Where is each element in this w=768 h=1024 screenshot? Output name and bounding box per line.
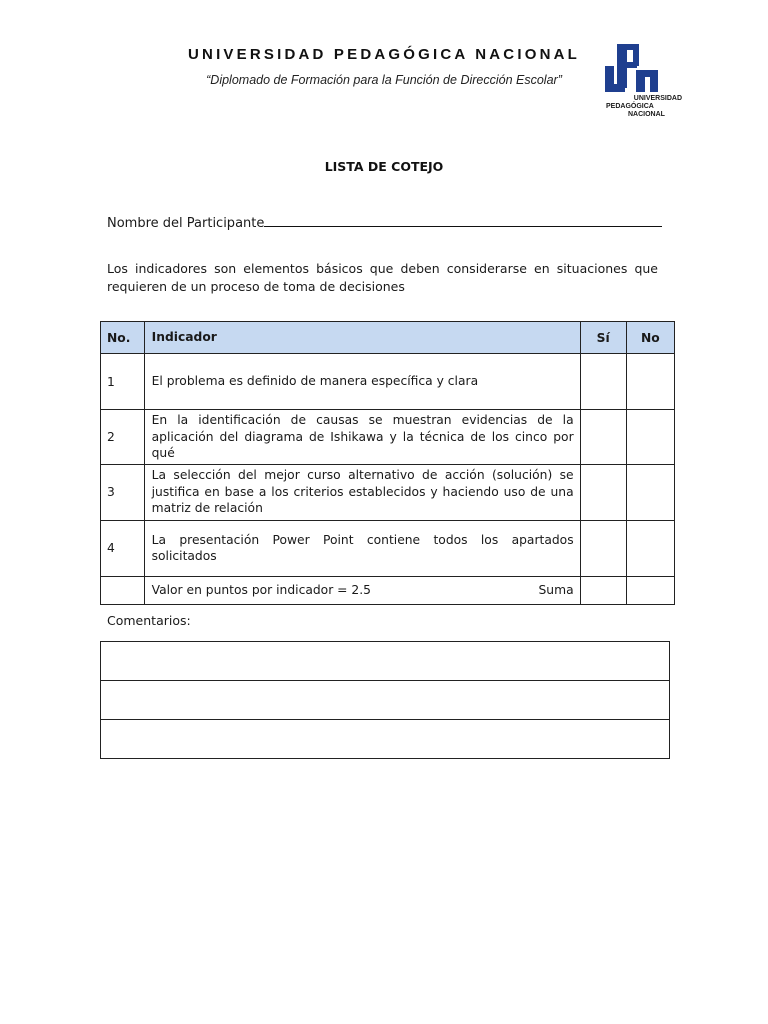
- participant-label: Nombre del Participante: [107, 216, 265, 231]
- footer-value-cell: [144, 576, 580, 604]
- row-number: 1: [101, 354, 145, 410]
- header-no-col: No: [626, 322, 674, 354]
- checklist-table: [100, 321, 675, 605]
- yes-cell[interactable]: [580, 520, 626, 576]
- yes-cell[interactable]: [580, 354, 626, 410]
- comment-box[interactable]: [101, 642, 670, 681]
- intro-paragraph: Los indicadores son elementos básicos que deben considerarse en situaciones que requieren de un proceso de toma de decisiones: [107, 261, 658, 294]
- sum-yes-cell[interactable]: [580, 576, 626, 604]
- row-indicator: En la identificación de causas se muestran evidencias de la aplicación del diagrama de Ishikawa y la técnica de los cinco por qué: [144, 410, 580, 465]
- table-row: [101, 410, 675, 465]
- yes-cell[interactable]: [580, 410, 626, 465]
- table-footer-row: [101, 576, 675, 604]
- points-value-text: Valor en puntos por indicador = 2.5: [151, 582, 371, 597]
- no-cell[interactable]: [626, 464, 674, 520]
- row-indicator: La presentación Power Point contiene todos los apartados solicitados: [144, 520, 580, 576]
- comments-label: Comentarios:: [107, 613, 191, 628]
- no-cell[interactable]: [626, 354, 674, 410]
- diplomado-subtitle: “Diplomado de Formación para la Función de Dirección Escolar”: [206, 73, 562, 87]
- footer-empty-cell: [101, 576, 145, 604]
- participant-blank-line[interactable]: [264, 214, 662, 227]
- table-row: [101, 520, 675, 576]
- no-cell[interactable]: [626, 520, 674, 576]
- comment-row: [101, 681, 670, 720]
- no-cell[interactable]: [626, 410, 674, 465]
- yes-cell[interactable]: [580, 464, 626, 520]
- table-header-row: [101, 322, 675, 354]
- upn-logo: [600, 42, 684, 120]
- row-number: 2: [101, 410, 145, 465]
- comment-row: [101, 720, 670, 759]
- row-number: 3: [101, 464, 145, 520]
- table-row: [101, 354, 675, 410]
- comment-row: [101, 642, 670, 681]
- table-row: [101, 464, 675, 520]
- upn-logo-mark: [600, 42, 684, 120]
- header-yes: Sí: [580, 322, 626, 354]
- university-name: UNIVERSIDAD PEDAGÓGICA NACIONAL: [188, 46, 580, 63]
- header-indicator: Indicador: [144, 322, 580, 354]
- comment-box[interactable]: [101, 720, 670, 759]
- row-number: 4: [101, 520, 145, 576]
- sum-label: Suma: [538, 582, 574, 597]
- comments-table: [100, 641, 670, 759]
- logo-line-3: NACIONAL: [628, 111, 665, 118]
- document-title: LISTA DE COTEJO: [324, 159, 444, 174]
- sum-no-cell[interactable]: [626, 576, 674, 604]
- logo-line-2: PEDAGÓGICA: [606, 103, 654, 110]
- comment-box[interactable]: [101, 681, 670, 720]
- logo-line-1: UNIVERSIDAD: [633, 95, 682, 102]
- row-indicator: La selección del mejor curso alternativo de acción (solución) se justifica en base a los criterios establecidos y haciendo uso de una matriz de relación: [144, 464, 580, 520]
- row-indicator: El problema es definido de manera específica y clara: [144, 354, 580, 410]
- header-no: No.: [101, 322, 145, 354]
- participant-name-field[interactable]: [107, 214, 662, 231]
